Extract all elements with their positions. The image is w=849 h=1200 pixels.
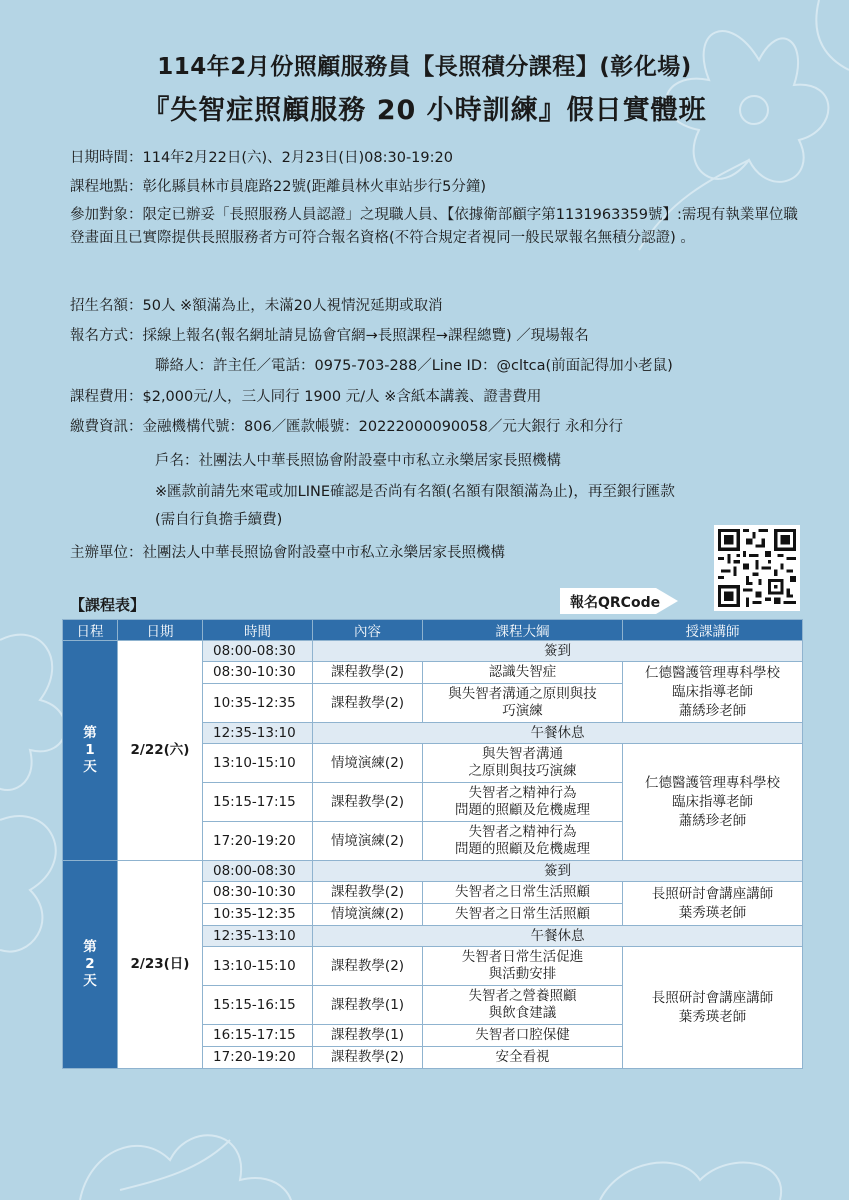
day1-label: 第 1 天 xyxy=(63,641,118,861)
outline-cell: 失智者之精神行為 問題的照顧及危機處理 xyxy=(423,822,623,861)
outline-cell: 失智者之日常生活照顧 xyxy=(423,882,623,904)
day2-date: 2/23(日) xyxy=(118,861,203,1069)
info-contact: 聯絡人：許主任／電話：0975-703-288／Line ID：@cltca(前面記得加小老鼠) xyxy=(155,358,673,374)
header-day: 日程 xyxy=(63,620,118,641)
outline-cell: 失智者之精神行為 問題的照顧及危機處理 xyxy=(423,783,623,822)
info-payment: 繳費資訊：金融機構代號：806／匯款帳號：20222000090058／元大銀行 永和分行 xyxy=(70,419,623,435)
content-cell: 課程教學(2) xyxy=(313,662,423,684)
day2-label: 第 2 天 xyxy=(63,861,118,1069)
info-account-name: 戶名：社團法人中華長照協會附設臺中市私立永樂居家長照機構 xyxy=(155,453,561,469)
info-quota: 招生名額：50人 ※額滿為止，未滿20人視情況延期或取消 xyxy=(70,298,443,314)
page-subtitle: 『失智症照顧服務 20 小時訓練』假日實體班 xyxy=(142,95,707,126)
schedule-table xyxy=(62,619,803,1069)
header-date: 日期 xyxy=(118,620,203,641)
outline-cell: 認識失智症 xyxy=(423,662,623,684)
content-cell: 課程教學(2) xyxy=(313,947,423,986)
content-cell: 課程教學(1) xyxy=(313,1025,423,1047)
time-cell: 08:30-10:30 xyxy=(203,882,313,904)
schedule-label: 【課程表】 xyxy=(70,596,146,614)
header-content: 內容 xyxy=(313,620,423,641)
header-outline: 課程大綱 xyxy=(423,620,623,641)
time-cell: 12:35-13:10 xyxy=(203,926,313,947)
qr-code-label xyxy=(560,588,680,614)
content-cell: 課程教學(2) xyxy=(313,1047,423,1069)
outline-cell: 失智者口腔保健 xyxy=(423,1025,623,1047)
teacher-cell: 仁德醫護管理專科學校 臨床指導老師 蕭綉珍老師 xyxy=(623,662,803,723)
content-cell: 課程教學(2) xyxy=(313,684,423,723)
time-cell: 10:35-12:35 xyxy=(203,684,313,723)
teacher-cell: 仁德醫護管理專科學校 臨床指導老師 蕭綉珍老師 xyxy=(623,744,803,861)
time-cell: 08:00-08:30 xyxy=(203,861,313,882)
outline-cell: 與失智者溝通 之原則與技巧演練 xyxy=(423,744,623,783)
info-fee: 課程費用：$2,000元/人，三人同行 1900 元/人 ※含紙本講義、證書費用 xyxy=(70,389,542,405)
teacher-cell: 長照研討會講座講師 葉秀瑛老師 xyxy=(623,947,803,1069)
outline-cell: 與失智者溝通之原則與技 巧演練 xyxy=(423,684,623,723)
page-title: 114年2月份照顧服務員【長照積分課程】(彰化場) xyxy=(157,54,692,80)
time-cell: 10:35-12:35 xyxy=(203,904,313,926)
lunch-cell: 午餐休息 xyxy=(313,723,803,744)
table-header-row xyxy=(63,620,803,641)
table-row xyxy=(63,861,803,882)
signup-qr-code[interactable] xyxy=(714,525,800,611)
info-eligibility: 參加對象：限定已辦妥「長照服務人員認證」之現職人員、【依據衛部顧字第1131963359號】:需現有執業單位職登畫面且已實際提供長照服務者方可符合報名資格(不符合規定者視同一般民眾報名無積分認證) 。 xyxy=(70,207,798,246)
content-cell: 課程教學(2) xyxy=(313,882,423,904)
flower-decoration-bottom xyxy=(0,1080,849,1200)
content-cell: 課程教學(1) xyxy=(313,986,423,1025)
info-signup: 報名方式：採線上報名(報名網址請見協會官網→長照課程→課程總覽) ／現場報名 xyxy=(70,328,589,344)
time-cell: 15:15-17:15 xyxy=(203,783,313,822)
outline-cell: 失智者之日常生活照顧 xyxy=(423,904,623,926)
content-cell: 情境演練(2) xyxy=(313,744,423,783)
header-time: 時間 xyxy=(203,620,313,641)
info-payment-note: ※匯款前請先來電或加LINE確認是否尚有名額(名額有限額滿為止)，再至銀行匯款 xyxy=(155,484,675,500)
lunch-cell: 午餐休息 xyxy=(313,926,803,947)
time-cell: 12:35-13:10 xyxy=(203,723,313,744)
time-cell: 13:10-15:10 xyxy=(203,744,313,783)
content-cell: 課程教學(2) xyxy=(313,783,423,822)
time-cell: 08:30-10:30 xyxy=(203,662,313,684)
time-cell: 15:15-16:15 xyxy=(203,986,313,1025)
content-cell: 情境演練(2) xyxy=(313,904,423,926)
time-cell: 17:20-19:20 xyxy=(203,822,313,861)
table-row xyxy=(63,641,803,662)
outline-cell: 失智者日常生活促進 與活動安排 xyxy=(423,947,623,986)
checkin-cell: 簽到 xyxy=(313,641,803,662)
teacher-cell: 長照研討會講座講師 葉秀瑛老師 xyxy=(623,882,803,926)
info-location: 課程地點：彰化縣員林市員鹿路22號(距離員林火車站步行5分鐘) xyxy=(70,179,486,195)
info-payment-fee-note: (需自行負擔手續費) xyxy=(155,512,283,528)
outline-cell: 失智者之營養照顧 與飲食建議 xyxy=(423,986,623,1025)
time-cell: 13:10-15:10 xyxy=(203,947,313,986)
time-cell: 16:15-17:15 xyxy=(203,1025,313,1047)
info-date: 日期時間：114年2月22日(六)、2月23日(日)08:30-19:20 xyxy=(70,150,453,166)
time-cell: 08:00-08:30 xyxy=(203,641,313,662)
info-organizer: 主辦單位：社團法人中華長照協會附設臺中市私立永樂居家長照機構 xyxy=(70,545,505,561)
header-teacher: 授課講師 xyxy=(623,620,803,641)
qr-code-label-text: 報名QRCode xyxy=(570,595,661,611)
time-cell: 17:20-19:20 xyxy=(203,1047,313,1069)
content-cell: 情境演練(2) xyxy=(313,822,423,861)
checkin-cell: 簽到 xyxy=(313,861,803,882)
day1-date: 2/22(六) xyxy=(118,641,203,861)
outline-cell: 安全看視 xyxy=(423,1047,623,1069)
